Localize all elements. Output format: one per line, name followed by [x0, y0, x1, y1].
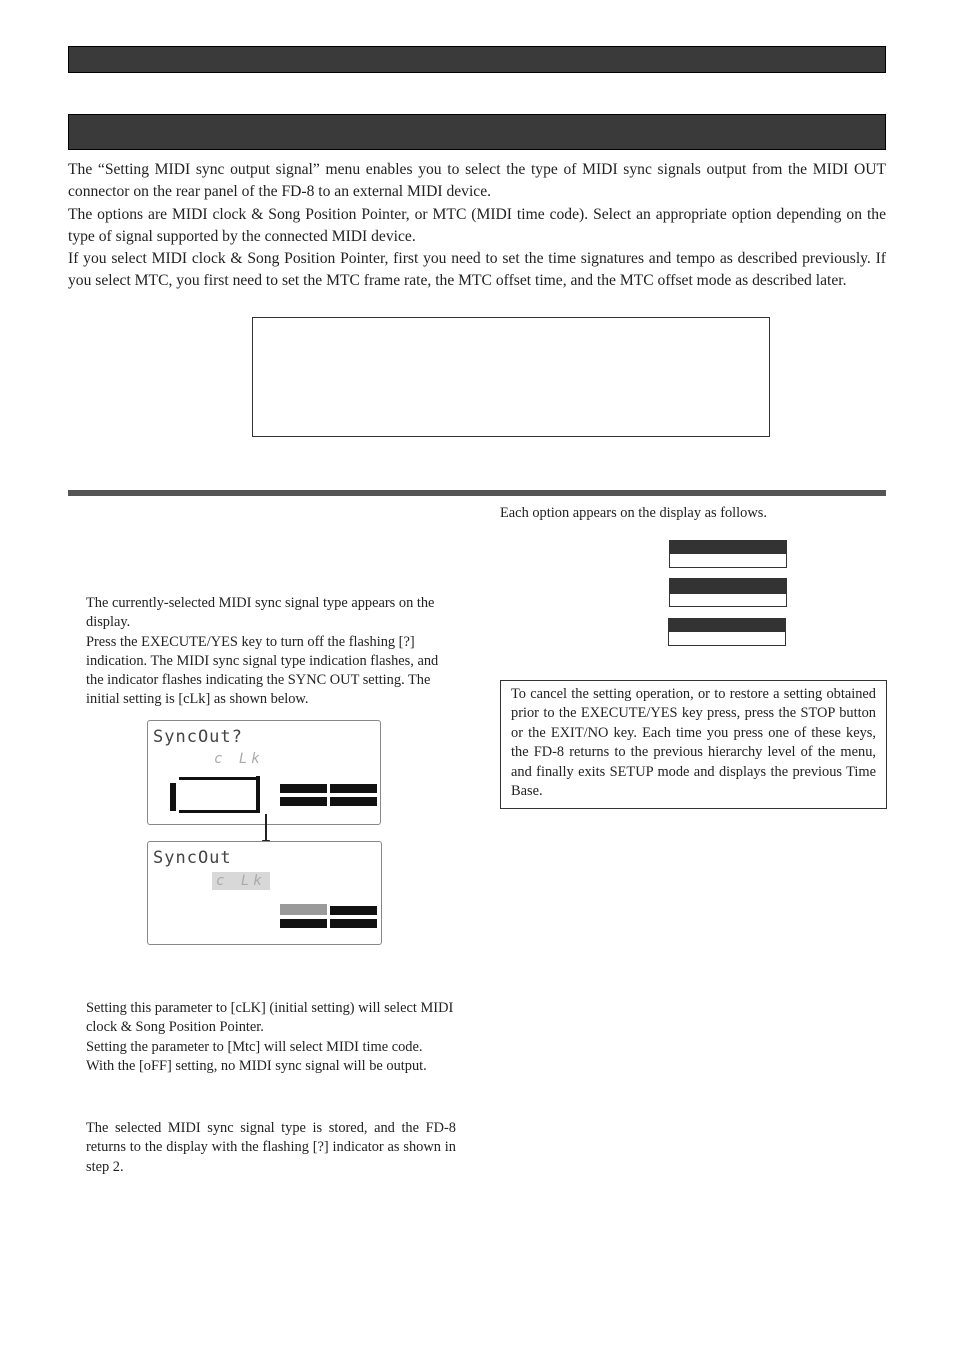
- section-title-bar: [68, 114, 886, 150]
- step2-display-text: The currently-selected MIDI sync signal type appears on the display.: [86, 595, 435, 631]
- option-display-clk: [669, 540, 787, 568]
- step2-text: [86, 594, 456, 710]
- lcd2-value: c Lk: [212, 872, 270, 890]
- intro-text: [68, 159, 886, 293]
- lcd-display-flashing: [147, 720, 381, 825]
- intro-paragraph-3: If you select MIDI clock & Song Position Pointer, first you need to set the time signatures and tempo as described previously. If you select MTC, you first need to set the MTC frame rate, the MTC offset time, and the MTC offset mode as described later.: [68, 250, 886, 290]
- lcd1-value: c Lk: [214, 751, 264, 767]
- lcd2-title: SyncOut: [153, 848, 232, 868]
- cancel-note-box: To cancel the setting operation, or to restore a setting obtained prior to the EXECUTE/YES key press, press the STOP button or the EXIT/NO key. Each time you press one of these keys, the FD-8 returns to the previous hierarchy level of the menu, and finally exits SETUP mode and displays the previous Time Base.: [500, 680, 887, 809]
- header-bar: [68, 46, 886, 73]
- step4-stored-text: The selected MIDI sync signal type is stored, and the FD-8 returns to the display with the flashing [?] indicator as shown in step 2.: [86, 1120, 456, 1175]
- step3-text: [86, 999, 458, 1076]
- step4-text: [86, 1119, 456, 1177]
- step3-mtc-text: Setting the parameter to [Mtc] will select MIDI time code.: [86, 1038, 423, 1055]
- step3-clk-text: Setting this parameter to [cLK] (initial setting) will select MIDI clock & Song Position Pointer.: [86, 1000, 454, 1036]
- option-display-off: [668, 618, 786, 646]
- option-display-mtc: [669, 578, 787, 607]
- step2-execute-text: Press the EXECUTE/YES key to turn off the flashing [?] indication. The MIDI sync signal type indication flashes, and the indicator flashes indicating the SYNC OUT setting. The initial setting is [cLk] as shown below.: [86, 633, 439, 708]
- intro-paragraph-1: The “Setting MIDI sync output signal” menu enables you to select the type of MIDI sync signals output from the MIDI OUT connector on the rear panel of the FD-8 to an external MIDI device.: [68, 161, 886, 201]
- section-rule: [68, 490, 886, 496]
- intro-paragraph-2: The options are MIDI clock & Song Position Pointer, or MTC (MIDI time code). Select an appropriate option depending on the type of signal supported by the connected MIDI device.: [68, 205, 886, 245]
- note-box: [252, 317, 770, 437]
- step3-off-text: With the [oFF] setting, no MIDI sync signal will be output.: [86, 1057, 427, 1074]
- lcd1-title: SyncOut?: [153, 727, 243, 747]
- lcd-display-setting: [147, 841, 382, 945]
- options-intro: Each option appears on the display as follows.: [500, 505, 767, 521]
